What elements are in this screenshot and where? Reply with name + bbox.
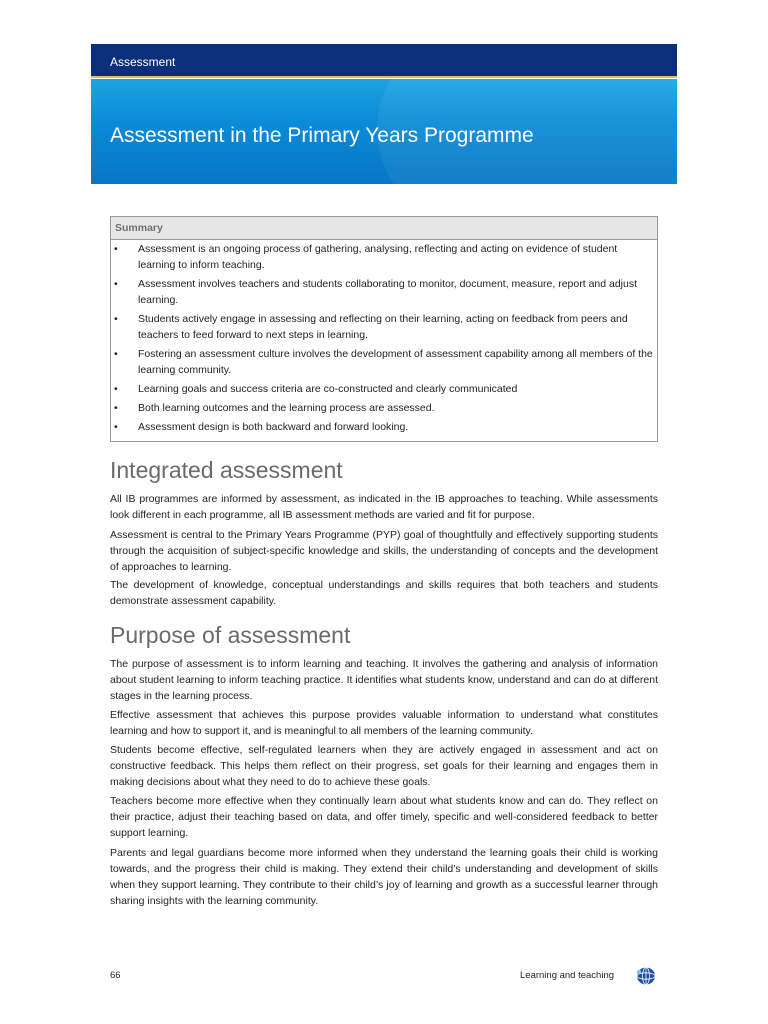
purpose-of-assessment-heading: Purpose of assessment xyxy=(110,622,351,648)
ib-logo-icon xyxy=(634,966,658,986)
purpose-paragraph: Students become effective, self-regulated learners when they are actively engaged in assessment and act on constructive feedback. This helps them reflect on their progress, set goals for their learning and engages them in making decisions about what they need to do to achieve these goals. xyxy=(110,744,658,788)
summary-item xyxy=(111,276,657,308)
purpose-paragraph: The purpose of assessment is to inform learning and teaching. It involves the gathering and analysis of information about student learning to inform teaching practice. It identifies what students know, understand and can do at different stages in the learning process. xyxy=(110,658,658,702)
integrated-paragraph: All IB programmes are informed by assessment, as indicated in the IB approaches to teaching. While assessments look different in each programme, all IB assessment methods are varied and fit for purpose. xyxy=(110,493,658,521)
summary-item xyxy=(111,241,657,273)
purpose-paragraph: Effective assessment that achieves this purpose provides valuable information to understand what constitutes learning and how to support it, and is meaningful to all members of the learning community. xyxy=(110,709,658,737)
integrated-assessment-heading: Integrated assessment xyxy=(110,457,343,483)
integrated-paragraph: The development of knowledge, conceptual understandings and skills requires that both teachers and students demonstrate assessment capability. xyxy=(110,579,658,607)
summary-item-text: Both learning outcomes and the learning process are assessed. xyxy=(138,402,435,414)
section-header-bar xyxy=(91,44,677,78)
summary-item xyxy=(111,311,657,343)
summary-heading: Summary xyxy=(111,217,657,240)
title-banner xyxy=(91,79,677,184)
summary-box xyxy=(110,216,658,442)
bullet-icon: • xyxy=(114,421,118,433)
summary-item-text: Students actively engage in assessing and reflecting on their learning, acting on feedback from peers and teachers to feed forward to next steps in learning. xyxy=(138,313,628,341)
bullet-icon: • xyxy=(114,348,118,360)
footer-doc-title: Learning and teaching xyxy=(520,970,615,981)
bullet-icon: • xyxy=(114,313,118,325)
summary-item-text: Assessment is an ongoing process of gathering, analysing, reflecting and acting on evidence of student learning to inform teaching. xyxy=(138,243,618,271)
summary-item-text: Fostering an assessment culture involves the development of assessment capability among all members of the learning community. xyxy=(138,348,653,376)
summary-item-text: Learning goals and success criteria are co-constructed and clearly communicated xyxy=(138,383,518,395)
integrated-paragraph: Assessment is central to the Primary Years Programme (PYP) goal of thoughtfully and effectively supporting students through the acquisition of subject-specific knowledge and skills, the understanding of concepts and the development of approaches to learning. xyxy=(110,529,658,573)
purpose-paragraph: Teachers become more effective when they continually learn about what students know and can do. They reflect on their practice, adjust their teaching based on data, and offer timely, specific and well-considered feedback to better support learning. xyxy=(110,795,658,839)
page-title: Assessment in the Primary Years Programme xyxy=(110,124,534,147)
bullet-icon: • xyxy=(114,278,118,290)
purpose-paragraph: Parents and legal guardians become more informed when they understand the learning goals their child is working towards, and the progress their child is making. They extend their child’s understanding and development of skills when they support learning. They contribute to their child’s joy of learning and growth as a successful learner through sharing insights with the learning community. xyxy=(110,847,658,907)
bullet-icon: • xyxy=(114,243,118,255)
summary-item-text: Assessment involves teachers and students collaborating to monitor, document, measure, report and adjust learning. xyxy=(138,278,638,306)
page-number: 66 xyxy=(110,970,121,981)
summary-item xyxy=(111,381,657,397)
summary-item xyxy=(111,400,657,416)
summary-item xyxy=(111,419,657,435)
section-label: Assessment xyxy=(110,55,176,69)
summary-item xyxy=(111,346,657,378)
bullet-icon: • xyxy=(114,383,118,395)
summary-item-text: Assessment design is both backward and forward looking. xyxy=(138,421,409,433)
bullet-icon: • xyxy=(114,402,118,414)
summary-list xyxy=(111,241,657,435)
